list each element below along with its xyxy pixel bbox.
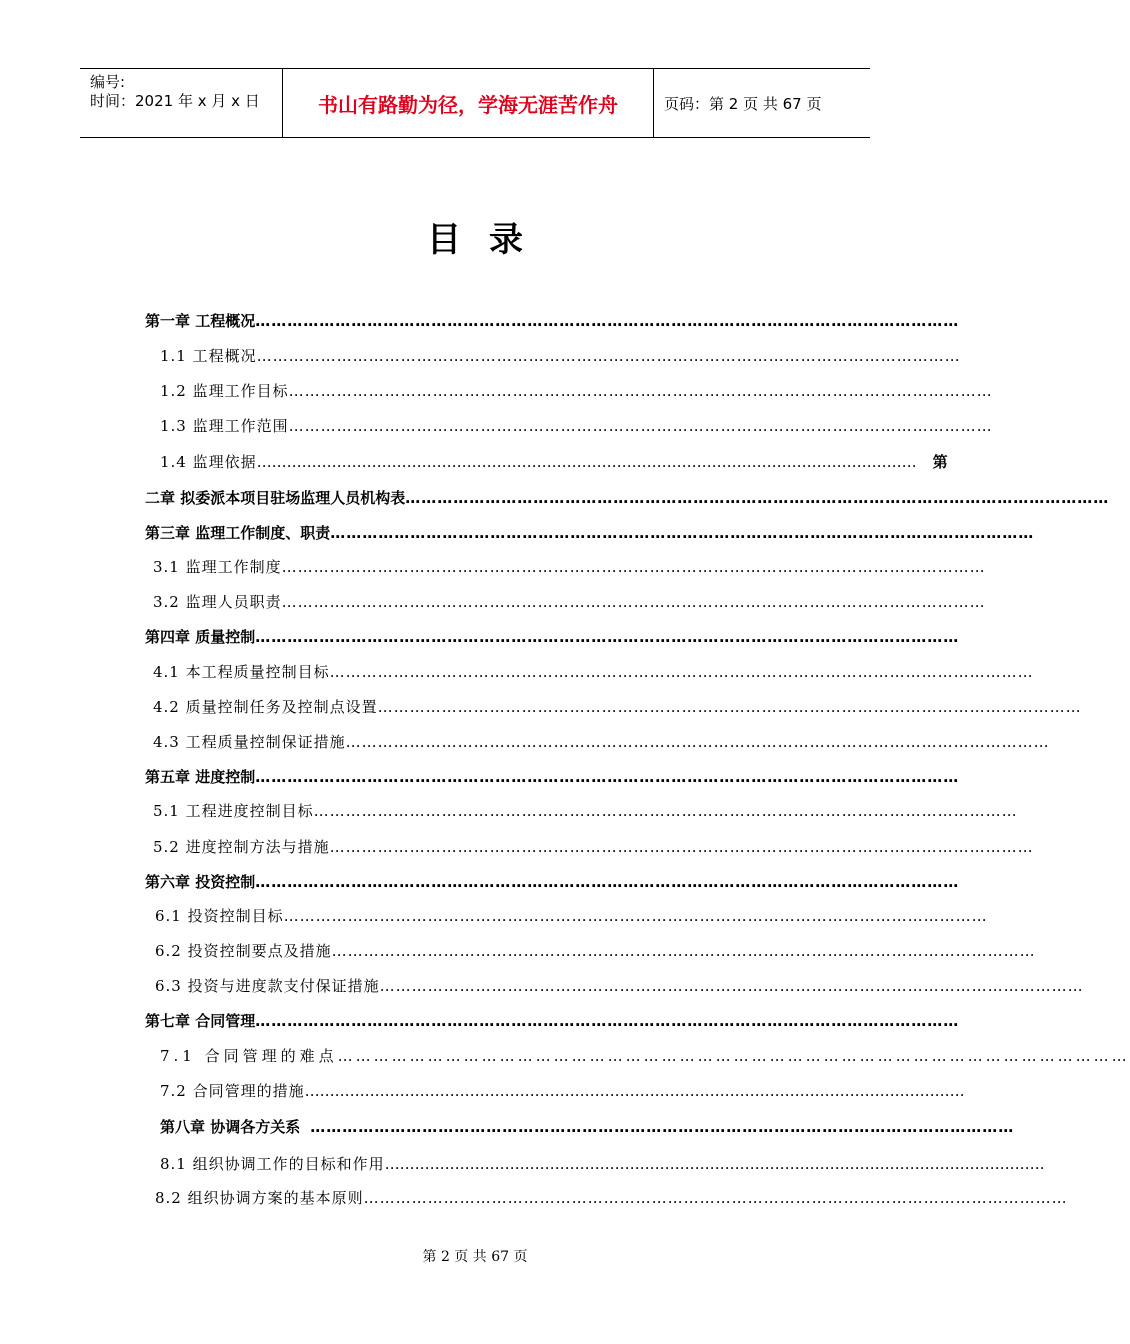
toc-leader-dots: …………………………………………………………………………………………………………………… bbox=[288, 382, 993, 400]
toc-entry[interactable] bbox=[160, 345, 961, 369]
toc-leader-dots: …………………………………………………………………………………………………………………… bbox=[255, 628, 960, 646]
toc-entry-label: 7.1 合同管理的难点 bbox=[160, 1047, 338, 1065]
toc-entry[interactable] bbox=[153, 800, 1018, 824]
toc-entry[interactable] bbox=[155, 975, 1084, 999]
toc-entry[interactable] bbox=[160, 1045, 1130, 1069]
toc-entry[interactable] bbox=[153, 556, 986, 580]
toc-entry-label: 6.2 投资控制要点及措施 bbox=[155, 942, 332, 960]
toc-entry-label: 1.3 监理工作范围 bbox=[160, 417, 289, 435]
toc-leader-dots: …………………………………………………………………………………………………………………… bbox=[283, 907, 988, 925]
toc-entry-label: 第三章 监理工作制度、职责 bbox=[145, 524, 331, 542]
toc-leader-dots: …………………………………………………………………………………………………………………… bbox=[379, 977, 1084, 995]
toc-entry-label: 5.1 工程进度控制目标 bbox=[153, 802, 314, 820]
toc-leader-dots: …………………………………………………………………………………………………………………… bbox=[337, 1047, 1130, 1065]
toc-leader-dots: …………………………………………………………………………………………………………………… bbox=[363, 1189, 1068, 1207]
toc-entry[interactable] bbox=[160, 451, 949, 475]
toc-entry[interactable] bbox=[160, 1080, 965, 1104]
toc-leader-dots: …………………………………………………………………………………………………………………… bbox=[288, 417, 993, 435]
toc-entry-label: 5.2 进度控制方法与措施 bbox=[153, 838, 330, 856]
page-header bbox=[80, 68, 870, 138]
document-time-label: 时间：2021 年 x 月 x 日 bbox=[90, 92, 260, 110]
toc-leader-dots: …………………………………………………………………………………………………………………… bbox=[329, 838, 1034, 856]
toc-entry-label: 第六章 投资控制 bbox=[145, 873, 256, 891]
toc-entry[interactable] bbox=[145, 766, 960, 790]
toc-leader-dots: …………………………………………………………………………………………………………………… bbox=[329, 663, 1034, 681]
header-motto: 书山有路勤为径，学海无涯苦作舟 bbox=[282, 69, 654, 137]
toc-entry[interactable] bbox=[145, 871, 960, 895]
toc-leader-dots: …………………………………………………………………………………………………………………… bbox=[304, 1082, 965, 1100]
toc-entry-label: 1.2 监理工作目标 bbox=[160, 382, 289, 400]
toc-entry[interactable] bbox=[160, 380, 993, 404]
toc-entry[interactable] bbox=[145, 487, 1110, 511]
toc-leader-dots: …………………………………………………………………………………………………………………… bbox=[256, 453, 917, 471]
toc-entry-label: 第一章 工程概况 bbox=[145, 312, 256, 330]
toc-entry[interactable] bbox=[160, 1153, 1045, 1177]
toc-leader-dots: …………………………………………………………………………………………………………………… bbox=[405, 489, 1110, 507]
header-page-info: 页码：第 2 页 共 67 页 bbox=[664, 94, 822, 113]
header-left-cell bbox=[80, 69, 282, 137]
toc-entry-label: 第四章 质量控制 bbox=[145, 628, 256, 646]
toc-leader-dots: …………………………………………………………………………………………………………………… bbox=[255, 1012, 960, 1030]
toc-leader-dots: …………………………………………………………………………………………………………………… bbox=[255, 873, 960, 891]
toc-entry[interactable] bbox=[145, 522, 1035, 546]
toc-leader-dots: …………………………………………………………………………………………………………………… bbox=[345, 733, 1050, 751]
toc-leader-dots: …………………………………………………………………………………………………………………… bbox=[377, 698, 1082, 716]
toc-entry-label: 8.2 组织协调方案的基本原则 bbox=[155, 1189, 364, 1207]
toc-entry-label: 二章 拟委派本项目驻场监理人员机构表 bbox=[145, 489, 406, 507]
toc-entry-label: 1.4 监理依据 bbox=[160, 453, 257, 471]
toc-entry[interactable] bbox=[153, 661, 1034, 685]
toc-entry-label: 7.2 合同管理的措施 bbox=[160, 1082, 305, 1100]
toc-leader-dots: …………………………………………………………………………………………………………………… bbox=[310, 1118, 1015, 1136]
toc-entry-label: 3.2 监理人员职责 bbox=[153, 593, 282, 611]
toc-entry[interactable] bbox=[153, 836, 1034, 860]
toc-entry-label: 1.1 工程概况 bbox=[160, 347, 257, 365]
toc-entry[interactable] bbox=[160, 1116, 1015, 1140]
toc-entry-label: 4.3 工程质量控制保证措施 bbox=[153, 733, 346, 751]
toc-entry[interactable] bbox=[155, 1187, 1068, 1211]
toc-leader-dots: …………………………………………………………………………………………………………………… bbox=[281, 593, 986, 611]
toc-entry[interactable] bbox=[153, 731, 1050, 755]
toc-leader-dots: …………………………………………………………………………………………………………………… bbox=[331, 942, 1036, 960]
toc-leader-dots: …………………………………………………………………………………………………………………… bbox=[281, 558, 986, 576]
toc-leader-dots: …………………………………………………………………………………………………………………… bbox=[384, 1155, 1045, 1173]
toc-entry-label: 第八章 协调各方关系 bbox=[160, 1118, 301, 1136]
toc-entry-tail: 第 bbox=[932, 453, 949, 471]
toc-entry[interactable] bbox=[155, 940, 1036, 964]
toc-entry-label: 8.1 组织协调工作的目标和作用 bbox=[160, 1155, 385, 1173]
toc-leader-dots: …………………………………………………………………………………………………………………… bbox=[330, 524, 1035, 542]
toc-entry[interactable] bbox=[153, 591, 986, 615]
toc-leader-dots: …………………………………………………………………………………………………………………… bbox=[255, 312, 960, 330]
toc-entry-label: 第七章 合同管理 bbox=[145, 1012, 256, 1030]
document-number-label: 编号: bbox=[90, 73, 126, 91]
toc-entry-label: 4.2 质量控制任务及控制点设置 bbox=[153, 698, 378, 716]
toc-entry[interactable] bbox=[145, 310, 960, 334]
toc-leader-dots: …………………………………………………………………………………………………………………… bbox=[255, 768, 960, 786]
toc-entry-label: 6.3 投资与进度款支付保证措施 bbox=[155, 977, 380, 995]
toc-leader-dots: …………………………………………………………………………………………………………………… bbox=[313, 802, 1018, 820]
toc-entry[interactable] bbox=[155, 905, 988, 929]
toc-entry-label: 6.1 投资控制目标 bbox=[155, 907, 284, 925]
toc-entry-label: 4.1 本工程质量控制目标 bbox=[153, 663, 330, 681]
toc-entry[interactable] bbox=[153, 696, 1082, 720]
toc-entry[interactable] bbox=[145, 1010, 960, 1034]
toc-entry[interactable] bbox=[160, 415, 993, 439]
toc-entry[interactable] bbox=[145, 626, 960, 650]
page-footer: 第 2 页 共 67 页 bbox=[422, 1249, 528, 1265]
page-title: 目录 bbox=[427, 220, 551, 260]
toc-entry-label: 3.1 监理工作制度 bbox=[153, 558, 282, 576]
toc-entry-label: 第五章 进度控制 bbox=[145, 768, 256, 786]
toc-leader-dots: …………………………………………………………………………………………………………………… bbox=[256, 347, 961, 365]
